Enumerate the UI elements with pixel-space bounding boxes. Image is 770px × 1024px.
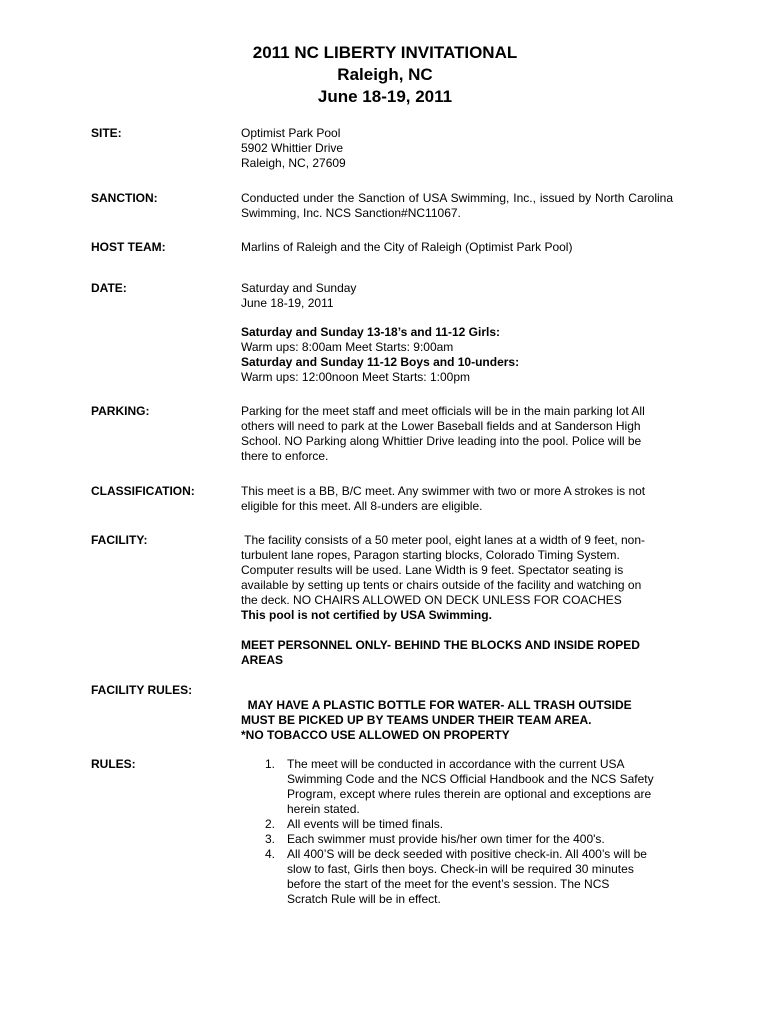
facility-rules-line: MAY HAVE A PLASTIC BOTTLE FOR WATER- ALL TRASH OUTSIDE	[241, 698, 632, 712]
date-details	[241, 281, 673, 311]
document-location: Raleigh, NC	[337, 65, 433, 84]
facility-rules-text	[241, 698, 673, 743]
session2-times: Warm ups: 12:00noon Meet Starts: 1:00pm	[241, 370, 471, 384]
sanction-text: Conducted under the Sanction of USA Swimming, Inc., issued by North Carolina Swimming, Inc. NCS Sanction#NC11067.	[241, 191, 673, 220]
session1-times: Warm ups: 8:00am Meet Starts: 9:00am	[241, 340, 454, 354]
facility-label: FACILITY:	[91, 533, 148, 547]
facility-line: available by setting up tents or chairs outside of the facility and watching on	[241, 578, 642, 592]
pool-certification-note: This pool is not certified by USA Swimming.	[241, 608, 492, 622]
rule-number: 3.	[265, 832, 276, 846]
rule-line: herein stated.	[287, 802, 360, 816]
host-team-text: Marlins of Raleigh and the City of Raleigh (Optimist Park Pool)	[241, 240, 573, 254]
meet-personnel-notice	[241, 638, 673, 668]
classification-line: This meet is a BB, B/C meet. Any swimmer with two or more A strokes is not	[241, 484, 646, 498]
rules-list	[241, 757, 673, 907]
rule-number: 1.	[265, 757, 276, 771]
facility-line: The facility consists of a 50 meter pool, eight lanes at a width of 9 feet, non-	[241, 533, 646, 547]
rules-label: RULES:	[91, 757, 136, 771]
session1-title: Saturday and Sunday 13-18’s and 11-12 Girls:	[241, 325, 500, 339]
classification-line: eligible for this meet. All 8-unders are eligible.	[241, 499, 483, 513]
rule-item	[241, 817, 673, 832]
parking-label: PARKING:	[91, 404, 150, 418]
classification-label: CLASSIFICATION:	[91, 484, 195, 498]
date-label: DATE:	[91, 281, 127, 295]
facility-text	[241, 533, 673, 623]
rule-line: Swimming Code and the NCS Official Handbook and the NCS Safety	[287, 772, 654, 786]
site-street: 5902 Whittier Drive	[241, 141, 344, 155]
rule-number: 4.	[265, 847, 276, 861]
rule-item	[241, 847, 673, 907]
rule-line: slow to fast, Girls then boys. Check-in will be required 30 minutes	[287, 862, 634, 876]
facility-line: the deck. NO CHAIRS ALLOWED ON DECK UNLESS FOR COACHES	[241, 593, 622, 607]
rule-number: 2.	[265, 817, 276, 831]
parking-line: Parking for the meet staff and meet officials will be in the main parking lot All	[241, 404, 645, 418]
session-schedule	[241, 325, 673, 385]
facility-rules-line: MUST BE PICKED UP BY TEAMS UNDER THEIR TEAM AREA.	[241, 713, 592, 727]
classification-text	[241, 484, 673, 514]
rule-line: The meet will be conducted in accordance with the current USA	[287, 757, 625, 771]
rule-line: All 400’S will be deck seeded with positive check-in. All 400’s will be	[287, 847, 647, 861]
parking-line: others will need to park at the Lower Baseball fields and at Sanderson High	[241, 419, 641, 433]
rule-line: All events will be timed finals.	[287, 817, 444, 831]
facility-rules-label: FACILITY RULES:	[91, 683, 193, 697]
rule-item	[241, 757, 673, 817]
site-details	[241, 126, 673, 171]
document-dates: June 18-19, 2011	[317, 87, 453, 106]
meet-personnel-line: AREAS	[241, 653, 284, 667]
document-title: 2011 NC LIBERTY INVITATIONAL	[252, 43, 518, 62]
rule-line: Scratch Rule will be in effect.	[287, 892, 441, 906]
host-team-label: HOST TEAM:	[91, 240, 166, 254]
site-city: Raleigh, NC, 27609	[241, 156, 346, 170]
facility-rules-line: *NO TOBACCO USE ALLOWED ON PROPERTY	[241, 728, 510, 742]
rule-item	[241, 832, 673, 847]
date-days: Saturday and Sunday	[241, 281, 357, 295]
site-name: Optimist Park Pool	[241, 126, 341, 140]
site-label: SITE:	[91, 126, 122, 140]
rule-line: Program, except where rules therein are optional and exceptions are	[287, 787, 652, 801]
rule-line: Each swimmer must provide his/her own timer for the 400's.	[287, 832, 605, 846]
rule-line: before the start of the meet for the event’s session. The NCS	[287, 877, 610, 891]
parking-line: School. NO Parking along Whittier Drive leading into the pool. Police will be	[241, 434, 642, 448]
parking-line: there to enforce.	[241, 449, 329, 463]
meet-personnel-line: MEET PERSONNEL ONLY- BEHIND THE BLOCKS AND INSIDE ROPED	[241, 638, 640, 652]
facility-line: Computer results will be used. Lane Width is 9 feet. Spectator seating is	[241, 563, 624, 577]
session2-title: Saturday and Sunday 11-12 Boys and 10-unders:	[241, 355, 520, 369]
date-range: June 18-19, 2011	[241, 296, 334, 310]
parking-text	[241, 404, 673, 464]
facility-line: turbulent lane ropes, Paragon starting blocks, Colorado Timing System.	[241, 548, 620, 562]
sanction-label: SANCTION:	[91, 191, 158, 205]
